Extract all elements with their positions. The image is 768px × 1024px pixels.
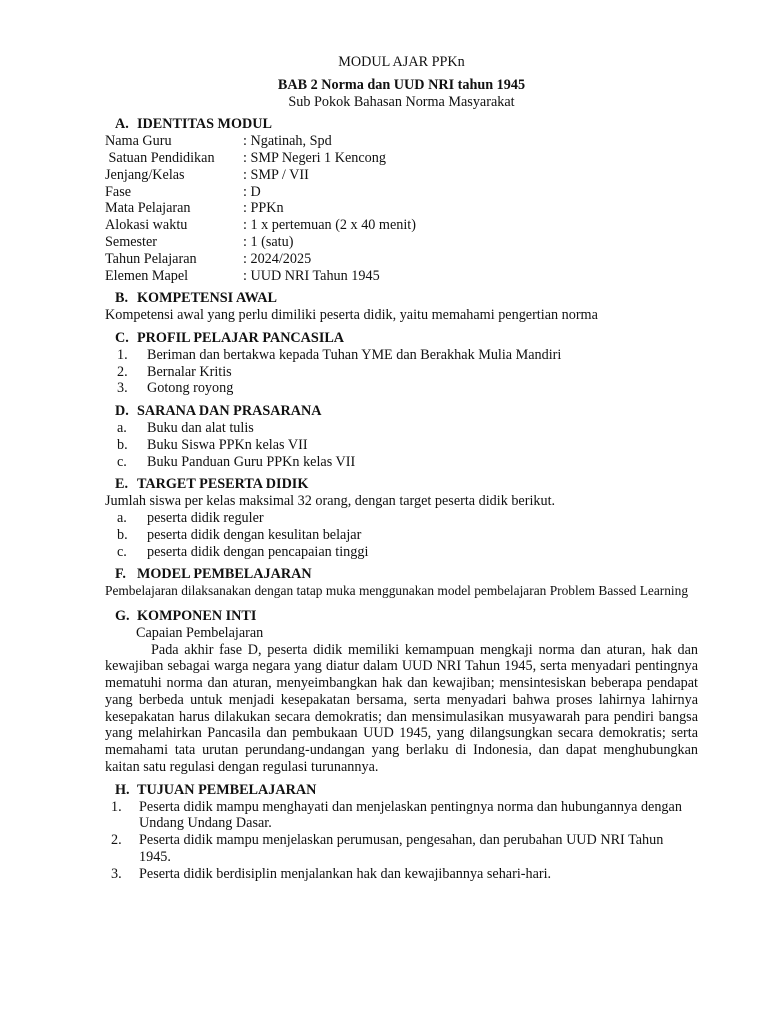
list-item: 2. Peserta didik mampu menjelaskan perumusan, pengesahan, dan perubahan UUD NRI Tahun 1945. [111, 832, 664, 866]
section-a-heading: A. IDENTITAS MODUL [115, 116, 272, 133]
list-item: b. peserta didik dengan kesulitan belajar [117, 526, 362, 543]
list-item: a. peserta didik reguler [117, 509, 264, 526]
list-item: c. Buku Panduan Guru PPKn kelas VII [117, 453, 356, 470]
sarana-list [105, 420, 698, 470]
model-text: Pembelajaran dilaksanakan dengan tatap muka menggunakan model pembelajaran Problem Bassed Learning [105, 583, 689, 599]
list-item: 2. Bernalar Kritis [117, 363, 232, 380]
list-item: b. Buku Siswa PPKn kelas VII [117, 436, 308, 453]
list-item: 1. Beriman dan bertakwa kepada Tuhan YME dan Berakhak Mulia Mandiri [117, 346, 562, 363]
identitas-table [105, 133, 698, 284]
identitas-row: Satuan Pendidikan : SMP Negeri 1 Kencong [105, 149, 386, 166]
chapter-title: BAB 2 Norma dan UUD NRI tahun 1945 [277, 76, 526, 93]
list-item: a. Buku dan alat tulis [117, 419, 254, 436]
section-g-heading: G. KOMPONEN INTI [115, 607, 257, 624]
identitas-row: Elemen Mapel : UUD NRI Tahun 1945 [105, 267, 380, 284]
section-c-heading: C. PROFIL PELAJAR PANCASILA [115, 329, 345, 346]
document-title: MODUL AJAR PPKn [338, 54, 465, 70]
identitas-row: Nama Guru : Ngatinah, Spd [105, 133, 332, 150]
list-item: 3. Gotong royong [117, 380, 234, 397]
section-e-heading: E. TARGET PESERTA DIDIK [115, 476, 309, 493]
identitas-row: Semester : 1 (satu) [105, 233, 294, 250]
identitas-row: Tahun Pelajaran : 2024/2025 [105, 250, 312, 267]
list-item: 3. Peserta didik berdisiplin menjalankan hak dan kewajibannya sehari-hari. [111, 865, 552, 882]
identitas-row: Alokasi waktu : 1 x pertemuan (2 x 40 menit) [105, 217, 416, 234]
section-h-heading: H. TUJUAN PEMBELAJARAN [115, 781, 317, 798]
section-f-heading: F. MODEL PEMBELAJARAN [115, 566, 312, 583]
target-list [105, 510, 698, 560]
identitas-row: Jenjang/Kelas : SMP / VII [105, 166, 309, 183]
identitas-row: Fase : D [105, 183, 261, 200]
section-d-heading: D. SARANA DAN PRASARANA [115, 403, 322, 420]
capaian-heading: Capaian Pembelajaran [136, 624, 264, 641]
sub-topic: Sub Pokok Bahasan Norma Masyarakat [288, 93, 515, 110]
profil-list [105, 347, 698, 397]
target-text: Jumlah siswa per kelas maksimal 32 orang, dengan target peserta didik berikut. [105, 493, 556, 510]
section-b-heading: B. KOMPETENSI AWAL [115, 290, 277, 307]
list-item: 1. Peserta didik mampu menghayati dan menjelaskan pentingnya norma dan hubungannya dengan Undang Undang Dasar. [111, 798, 682, 832]
kompetensi-text: Kompetensi awal yang perlu dimiliki peserta didik, yaitu memahami pengertian norma [105, 307, 598, 324]
capaian-text: Pada akhir fase D, peserta didik memiliki kemampuan mengkaji norma dan aturan, hak dan kewajiban sebagai warga negara yang diatur dalam UUD NRI Tahun 1945, serta menyadari pentingnya mematuhi norma dan aturan, menyeimbangkan hak dan kewajiban; mensintesiskan beberapa pendapat yang berbeda untuk menjadi kesepakatan bersama, serta menyadari bahwa proses lahirnya lahirnya kesepakatan harus dilakukan secara demokratis; dan mensimulasikan musyawarah para pendiri bangsa yang melahirkan Pancasila dan pembukaan UUD 1945, yang dilangsungkan secara demokratis; serta memahami tata urutan perundang-undangan yang berlaku di Indonesia, dan dapat menghubungkan kaitan satu regulasi dengan regulasi turunannya. [105, 641, 698, 776]
tujuan-list [105, 799, 698, 883]
list-item: c. peserta didik dengan pencapaian tinggi [117, 543, 369, 560]
identitas-row: Mata Pelajaran : PPKn [105, 200, 284, 217]
